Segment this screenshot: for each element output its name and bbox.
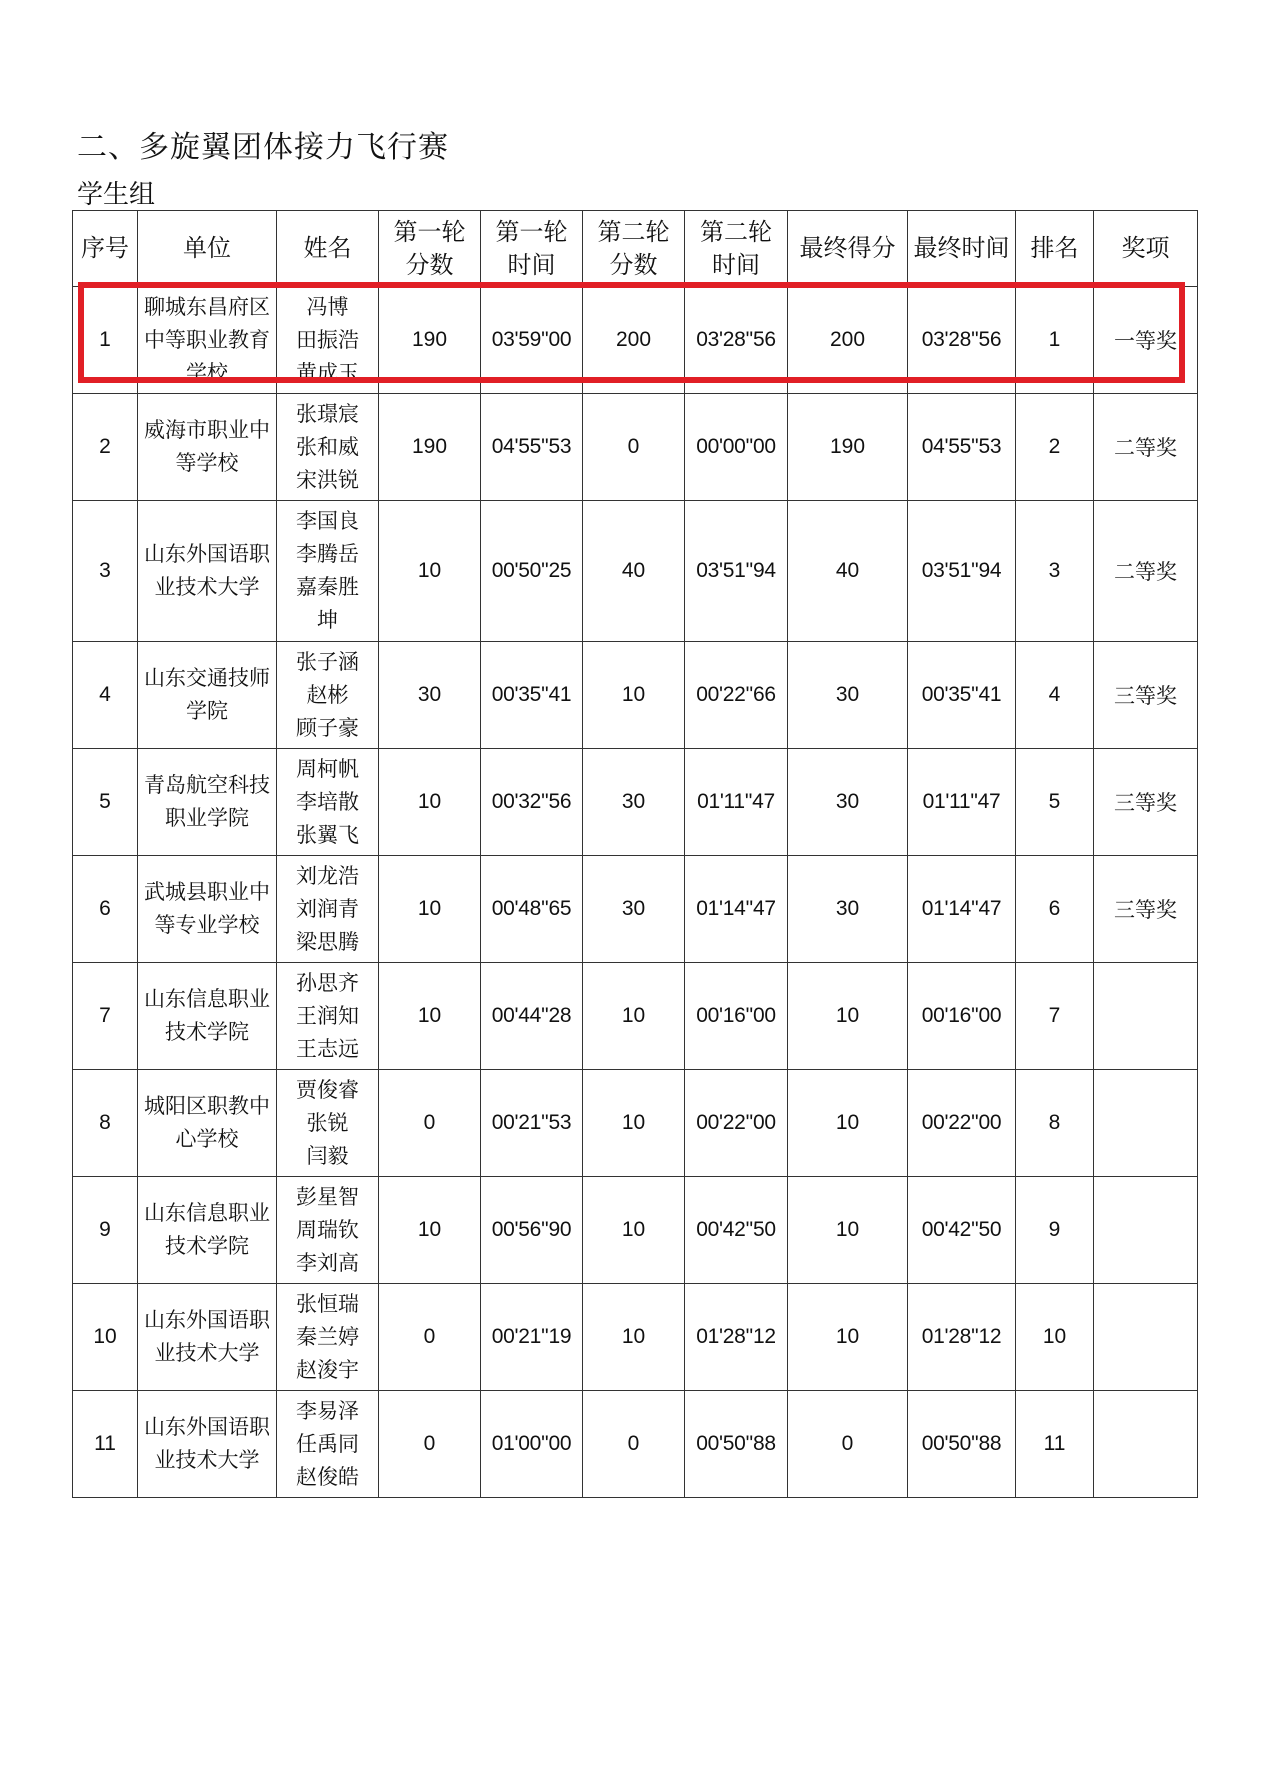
cell-r2-time-text: 00'50''88 xyxy=(696,1432,776,1455)
cell-r1-score xyxy=(379,642,481,749)
cell-unit-text: 武城县职业中等专业学校 xyxy=(144,880,270,937)
cell-final-time-text: 03'28''56 xyxy=(921,328,1002,351)
cell-no-text: 3 xyxy=(99,559,111,582)
cell-r1-score-text: 10 xyxy=(417,1218,442,1241)
cell-final-time xyxy=(908,1070,1016,1177)
cell-unit-text: 山东外国语职业技术大学 xyxy=(144,1415,270,1472)
cell-r2-score-text: 40 xyxy=(621,559,646,582)
cell-r2-score-text: 10 xyxy=(621,683,646,706)
cell-r2-time xyxy=(685,1177,788,1284)
cell-r2-time xyxy=(685,963,788,1070)
member-name: 王润知 xyxy=(296,1003,359,1028)
cell-r2-score-text: 200 xyxy=(615,328,652,351)
cell-r1-time-text: 00'56''90 xyxy=(491,1218,572,1241)
cell-final-score xyxy=(788,856,908,963)
cell-r2-time-text: 00'22''00 xyxy=(696,1111,776,1134)
table-row xyxy=(73,856,1198,963)
cell-unit xyxy=(138,1177,277,1284)
member-name: 周瑞钦 xyxy=(296,1217,359,1242)
cell-award xyxy=(1094,856,1198,963)
cell-final-time xyxy=(908,856,1016,963)
member-name: 贾俊睿 xyxy=(296,1077,359,1102)
header-r1-score: 第一轮 分数 xyxy=(379,211,481,287)
cell-names xyxy=(277,394,379,501)
cell-no xyxy=(73,287,138,394)
cell-award xyxy=(1094,1284,1198,1391)
cell-r1-score xyxy=(379,856,481,963)
table-row xyxy=(73,642,1198,749)
cell-r1-time-text: 00'21''53 xyxy=(491,1111,572,1134)
results-table xyxy=(72,210,1198,1498)
member-name: 李易泽 xyxy=(296,1398,359,1423)
member-name: 秦兰婷 xyxy=(296,1324,359,1349)
cell-award xyxy=(1094,1070,1198,1177)
cell-unit xyxy=(138,749,277,856)
cell-unit xyxy=(138,287,277,394)
cell-award-text: 三等奖 xyxy=(1114,898,1177,922)
cell-final-time xyxy=(908,501,1016,642)
cell-unit-text: 青岛航空科技职业学院 xyxy=(144,773,270,830)
table-row xyxy=(73,1391,1198,1498)
table-row xyxy=(73,963,1198,1070)
table-row xyxy=(73,1177,1198,1284)
cell-no xyxy=(73,1177,138,1284)
cell-final-time-text: 01'28''12 xyxy=(921,1325,1002,1348)
cell-r1-score-text: 0 xyxy=(423,1111,436,1134)
member-name: 宋洪锐 xyxy=(296,467,359,492)
cell-r1-score xyxy=(379,1177,481,1284)
cell-r2-time xyxy=(685,856,788,963)
cell-no xyxy=(73,394,138,501)
cell-names xyxy=(277,856,379,963)
cell-unit xyxy=(138,1070,277,1177)
cell-final-time xyxy=(908,963,1016,1070)
cell-r2-score xyxy=(583,1391,685,1498)
member-name: 张璟宸 xyxy=(296,401,359,426)
member-name: 顾子豪 xyxy=(296,715,359,740)
member-name: 周柯帆 xyxy=(296,756,359,781)
header-award: 奖项 xyxy=(1094,211,1198,287)
cell-final-time xyxy=(908,394,1016,501)
header-final-score: 最终得分 xyxy=(788,211,908,287)
cell-rank-text: 2 xyxy=(1048,435,1061,458)
cell-award-text: 三等奖 xyxy=(1114,791,1177,815)
cell-r1-score-text: 0 xyxy=(423,1325,436,1348)
cell-rank xyxy=(1016,287,1094,394)
cell-r1-time-text: 00'48''65 xyxy=(491,897,572,920)
cell-final-time xyxy=(908,287,1016,394)
cell-unit-text: 山东外国语职业技术大学 xyxy=(144,1308,270,1365)
cell-final-time xyxy=(908,1177,1016,1284)
cell-r1-score-text: 10 xyxy=(417,1004,442,1027)
cell-r2-score xyxy=(583,1177,685,1284)
cell-r1-time-text: 00'32''56 xyxy=(491,790,572,813)
cell-rank-text: 1 xyxy=(1048,328,1061,351)
cell-no xyxy=(73,642,138,749)
cell-final-time xyxy=(908,1284,1016,1391)
cell-rank-text: 5 xyxy=(1048,790,1061,813)
cell-rank xyxy=(1016,1391,1094,1498)
cell-r1-score-text: 10 xyxy=(417,559,442,582)
member-name: 孙思齐 xyxy=(296,970,359,995)
cell-rank xyxy=(1016,1177,1094,1284)
cell-r1-score-text: 10 xyxy=(417,897,442,920)
member-name: 李国良 xyxy=(296,509,359,533)
header-unit: 单位 xyxy=(138,211,277,287)
table-row xyxy=(73,1284,1198,1391)
cell-r2-score-text: 30 xyxy=(621,790,646,813)
cell-r2-time xyxy=(685,1070,788,1177)
section-title: 二、多旋翼团体接力飞行赛 xyxy=(77,130,449,165)
cell-r1-score xyxy=(379,501,481,642)
cell-names xyxy=(277,1284,379,1391)
cell-award xyxy=(1094,501,1198,642)
cell-final-time-text: 00'42''50 xyxy=(921,1218,1002,1241)
cell-r1-score xyxy=(379,1391,481,1498)
member-name: 赵浚宇 xyxy=(296,1357,359,1382)
cell-rank xyxy=(1016,749,1094,856)
cell-rank-text: 6 xyxy=(1048,897,1061,920)
cell-final-time-text: 03'51''94 xyxy=(921,559,1002,582)
cell-names xyxy=(277,1391,379,1498)
cell-r2-score xyxy=(583,394,685,501)
cell-unit xyxy=(138,501,277,642)
cell-final-time-text: 01'14''47 xyxy=(921,897,1002,920)
header-rank: 排名 xyxy=(1016,211,1094,287)
member-name: 张翼飞 xyxy=(296,822,359,847)
table-row xyxy=(73,287,1198,394)
cell-unit xyxy=(138,856,277,963)
cell-r1-time xyxy=(481,856,583,963)
member-name: 张子涵 xyxy=(296,649,359,674)
cell-r1-time-text: 00'50''25 xyxy=(491,559,572,582)
cell-final-score-text: 0 xyxy=(841,1432,854,1455)
cell-r1-time xyxy=(481,963,583,1070)
cell-final-score xyxy=(788,642,908,749)
cell-r2-time xyxy=(685,394,788,501)
cell-award-text: 二等奖 xyxy=(1114,560,1177,584)
cell-r2-score xyxy=(583,856,685,963)
cell-r1-time xyxy=(481,1070,583,1177)
cell-rank xyxy=(1016,1070,1094,1177)
member-name: 张和威 xyxy=(296,434,359,459)
cell-names xyxy=(277,501,379,642)
cell-r1-time-text: 00'44''28 xyxy=(491,1004,572,1027)
cell-r2-score xyxy=(583,642,685,749)
cell-r1-time-text: 04'55''53 xyxy=(491,435,572,458)
cell-final-time xyxy=(908,749,1016,856)
cell-final-score-text: 10 xyxy=(835,1218,860,1241)
cell-unit xyxy=(138,963,277,1070)
cell-names xyxy=(277,749,379,856)
cell-final-score-text: 10 xyxy=(835,1004,860,1027)
cell-final-score-text: 190 xyxy=(829,435,866,458)
cell-names xyxy=(277,1070,379,1177)
cell-award xyxy=(1094,749,1198,856)
cell-rank xyxy=(1016,642,1094,749)
member-name: 任禹同 xyxy=(296,1431,359,1456)
cell-r2-time-text: 03'28''56 xyxy=(696,328,776,351)
cell-final-time-text: 01'11''47 xyxy=(922,790,1001,813)
cell-r1-time xyxy=(481,1177,583,1284)
cell-unit-text: 聊城东昌府区中等职业教育学校 xyxy=(144,294,270,385)
group-label: 学生组 xyxy=(77,180,156,210)
cell-r1-score-text: 190 xyxy=(411,435,448,458)
cell-award xyxy=(1094,1391,1198,1498)
cell-r2-time-text: 00'00''00 xyxy=(696,435,776,458)
cell-no xyxy=(73,749,138,856)
cell-r1-time xyxy=(481,1391,583,1498)
cell-r2-score xyxy=(583,1284,685,1391)
cell-award xyxy=(1094,963,1198,1070)
member-name: 冯博 xyxy=(306,294,349,319)
cell-unit-text: 山东交通技师学院 xyxy=(144,666,270,723)
cell-no xyxy=(73,501,138,642)
cell-names xyxy=(277,1177,379,1284)
cell-r1-score xyxy=(379,963,481,1070)
cell-rank-text: 9 xyxy=(1048,1218,1061,1241)
cell-final-score xyxy=(788,1391,908,1498)
cell-r1-score xyxy=(379,394,481,501)
cell-final-score-text: 10 xyxy=(835,1325,860,1348)
cell-r2-score-text: 0 xyxy=(627,1432,640,1455)
cell-rank-text: 7 xyxy=(1048,1004,1061,1027)
member-name: 李腾岳 xyxy=(296,542,359,566)
cell-unit xyxy=(138,1391,277,1498)
cell-final-score xyxy=(788,1284,908,1391)
cell-unit xyxy=(138,1284,277,1391)
cell-names xyxy=(277,642,379,749)
cell-award-text: 二等奖 xyxy=(1114,436,1177,460)
cell-final-time-text: 00'50''88 xyxy=(921,1432,1002,1455)
cell-no-text: 4 xyxy=(99,683,111,706)
cell-unit xyxy=(138,394,277,501)
cell-r2-time-text: 01'28''12 xyxy=(696,1325,776,1348)
member-name: 赵俊皓 xyxy=(296,1464,359,1489)
cell-final-time-text: 04'55''53 xyxy=(921,435,1002,458)
cell-r2-time-text: 03'51''94 xyxy=(696,559,776,582)
cell-unit-text: 山东外国语职业技术大学 xyxy=(144,542,270,599)
header-r2-score: 第二轮 分数 xyxy=(583,211,685,287)
cell-r1-time xyxy=(481,1284,583,1391)
cell-final-score-text: 40 xyxy=(835,559,860,582)
cell-r1-time xyxy=(481,642,583,749)
cell-r2-time xyxy=(685,1284,788,1391)
cell-final-time-text: 00'35''41 xyxy=(921,683,1002,706)
cell-r2-time-text: 01'11''47 xyxy=(697,790,775,813)
cell-r1-time xyxy=(481,501,583,642)
cell-final-time-text: 00'16''00 xyxy=(921,1004,1002,1027)
cell-no-text: 9 xyxy=(99,1218,111,1241)
header-r2-time: 第二轮 时间 xyxy=(685,211,788,287)
member-name: 王志远 xyxy=(296,1036,359,1061)
cell-rank-text: 10 xyxy=(1042,1325,1067,1348)
cell-no-text: 5 xyxy=(99,790,111,813)
cell-award-text: 三等奖 xyxy=(1114,684,1177,708)
cell-final-score-text: 30 xyxy=(835,683,860,706)
cell-final-score xyxy=(788,394,908,501)
member-name: 彭星智 xyxy=(296,1184,359,1209)
cell-r2-score xyxy=(583,749,685,856)
cell-rank xyxy=(1016,501,1094,642)
cell-no xyxy=(73,1391,138,1498)
cell-r2-score xyxy=(583,963,685,1070)
header-final-time: 最终时间 xyxy=(908,211,1016,287)
cell-r2-score-text: 10 xyxy=(621,1004,646,1027)
member-name: 张恒瑞 xyxy=(296,1291,359,1316)
cell-r1-time-text: 01'00''00 xyxy=(491,1432,572,1455)
member-name: 刘润青 xyxy=(296,896,359,921)
cell-final-score xyxy=(788,749,908,856)
cell-rank xyxy=(1016,394,1094,501)
cell-r2-score-text: 10 xyxy=(621,1325,646,1348)
cell-no-text: 11 xyxy=(94,1432,116,1455)
cell-final-score-text: 200 xyxy=(829,328,866,351)
cell-r1-time xyxy=(481,287,583,394)
cell-final-score xyxy=(788,1177,908,1284)
member-name: 黄成玉 xyxy=(296,360,359,385)
cell-r2-time-text: 00'16''00 xyxy=(696,1004,776,1027)
cell-no-text: 1 xyxy=(99,328,111,351)
header-no: 序号 xyxy=(73,211,138,287)
cell-no-text: 10 xyxy=(93,1325,117,1348)
cell-r2-score-text: 10 xyxy=(621,1218,646,1241)
member-name: 闫毅 xyxy=(306,1143,349,1168)
cell-r2-time-text: 00'42''50 xyxy=(696,1218,776,1241)
table-row xyxy=(73,1070,1198,1177)
cell-r1-score-text: 0 xyxy=(423,1432,436,1455)
cell-r1-time-text: 00'21''19 xyxy=(491,1325,572,1348)
cell-names xyxy=(277,963,379,1070)
cell-rank xyxy=(1016,963,1094,1070)
member-name: 田振浩 xyxy=(296,327,359,352)
header-r1-time: 第一轮 时间 xyxy=(481,211,583,287)
member-name: 李培散 xyxy=(296,789,359,814)
cell-r2-time-text: 01'14''47 xyxy=(696,897,776,920)
cell-unit-text: 山东信息职业技术学院 xyxy=(144,1201,270,1258)
cell-award-text: 一等奖 xyxy=(1114,329,1177,353)
cell-final-time-text: 00'22''00 xyxy=(921,1111,1002,1134)
cell-r2-score xyxy=(583,287,685,394)
cell-r1-time-text: 00'35''41 xyxy=(491,683,572,706)
cell-rank-text: 11 xyxy=(1043,1432,1066,1455)
cell-no xyxy=(73,856,138,963)
cell-rank-text: 4 xyxy=(1048,683,1061,706)
cell-r2-score xyxy=(583,1070,685,1177)
cell-final-score xyxy=(788,501,908,642)
cell-unit-text: 威海市职业中等学校 xyxy=(144,418,270,475)
cell-final-time xyxy=(908,642,1016,749)
member-name: 李刘高 xyxy=(296,1250,359,1275)
member-name: 坤 xyxy=(317,608,338,632)
header-name: 姓名 xyxy=(277,211,379,287)
cell-award xyxy=(1094,394,1198,501)
cell-unit-text: 山东信息职业技术学院 xyxy=(144,987,270,1044)
cell-rank xyxy=(1016,1284,1094,1391)
cell-no xyxy=(73,963,138,1070)
cell-final-score xyxy=(788,287,908,394)
member-name: 刘龙浩 xyxy=(296,863,359,888)
cell-r2-time xyxy=(685,287,788,394)
cell-award xyxy=(1094,287,1198,394)
cell-final-score xyxy=(788,1070,908,1177)
cell-unit-text: 城阳区职教中心学校 xyxy=(144,1094,270,1151)
cell-r2-score-text: 30 xyxy=(621,897,646,920)
cell-no xyxy=(73,1284,138,1391)
cell-no-text: 6 xyxy=(99,897,111,920)
cell-unit xyxy=(138,642,277,749)
cell-final-time xyxy=(908,1391,1016,1498)
cell-final-score-text: 30 xyxy=(835,897,860,920)
cell-r1-time xyxy=(481,394,583,501)
cell-final-score xyxy=(788,963,908,1070)
cell-final-score-text: 10 xyxy=(835,1111,860,1134)
table-header-row xyxy=(73,211,1198,287)
cell-r2-score-text: 0 xyxy=(627,435,640,458)
member-name: 梁思腾 xyxy=(296,929,359,954)
cell-r1-score xyxy=(379,1070,481,1177)
member-name: 赵彬 xyxy=(306,682,349,707)
cell-r1-score-text: 190 xyxy=(411,328,448,351)
cell-r1-score xyxy=(379,287,481,394)
cell-no-text: 2 xyxy=(99,435,111,458)
cell-rank xyxy=(1016,856,1094,963)
cell-r1-score-text: 10 xyxy=(417,790,442,813)
member-name: 嘉秦胜 xyxy=(296,575,359,599)
cell-final-score-text: 30 xyxy=(835,790,860,813)
table-row xyxy=(73,394,1198,501)
table-body xyxy=(73,287,1198,1498)
cell-r1-score-text: 30 xyxy=(417,683,442,706)
cell-names xyxy=(277,287,379,394)
cell-rank-text: 3 xyxy=(1048,559,1061,582)
cell-r2-score-text: 10 xyxy=(621,1111,646,1134)
cell-r2-score xyxy=(583,501,685,642)
cell-r1-score xyxy=(379,1284,481,1391)
cell-no-text: 7 xyxy=(99,1004,111,1027)
cell-r2-time xyxy=(685,501,788,642)
cell-rank-text: 8 xyxy=(1048,1111,1061,1134)
cell-r2-time xyxy=(685,642,788,749)
cell-r2-time-text: 00'22''66 xyxy=(696,683,776,706)
table-row xyxy=(73,749,1198,856)
cell-r1-time-text: 03'59''00 xyxy=(491,328,572,351)
cell-no xyxy=(73,1070,138,1177)
cell-r1-score xyxy=(379,749,481,856)
table-row xyxy=(73,501,1198,642)
cell-r2-time xyxy=(685,1391,788,1498)
member-name: 张锐 xyxy=(306,1110,349,1135)
cell-award xyxy=(1094,642,1198,749)
cell-r2-time xyxy=(685,749,788,856)
cell-award xyxy=(1094,1177,1198,1284)
cell-r1-time xyxy=(481,749,583,856)
cell-no-text: 8 xyxy=(99,1111,111,1134)
